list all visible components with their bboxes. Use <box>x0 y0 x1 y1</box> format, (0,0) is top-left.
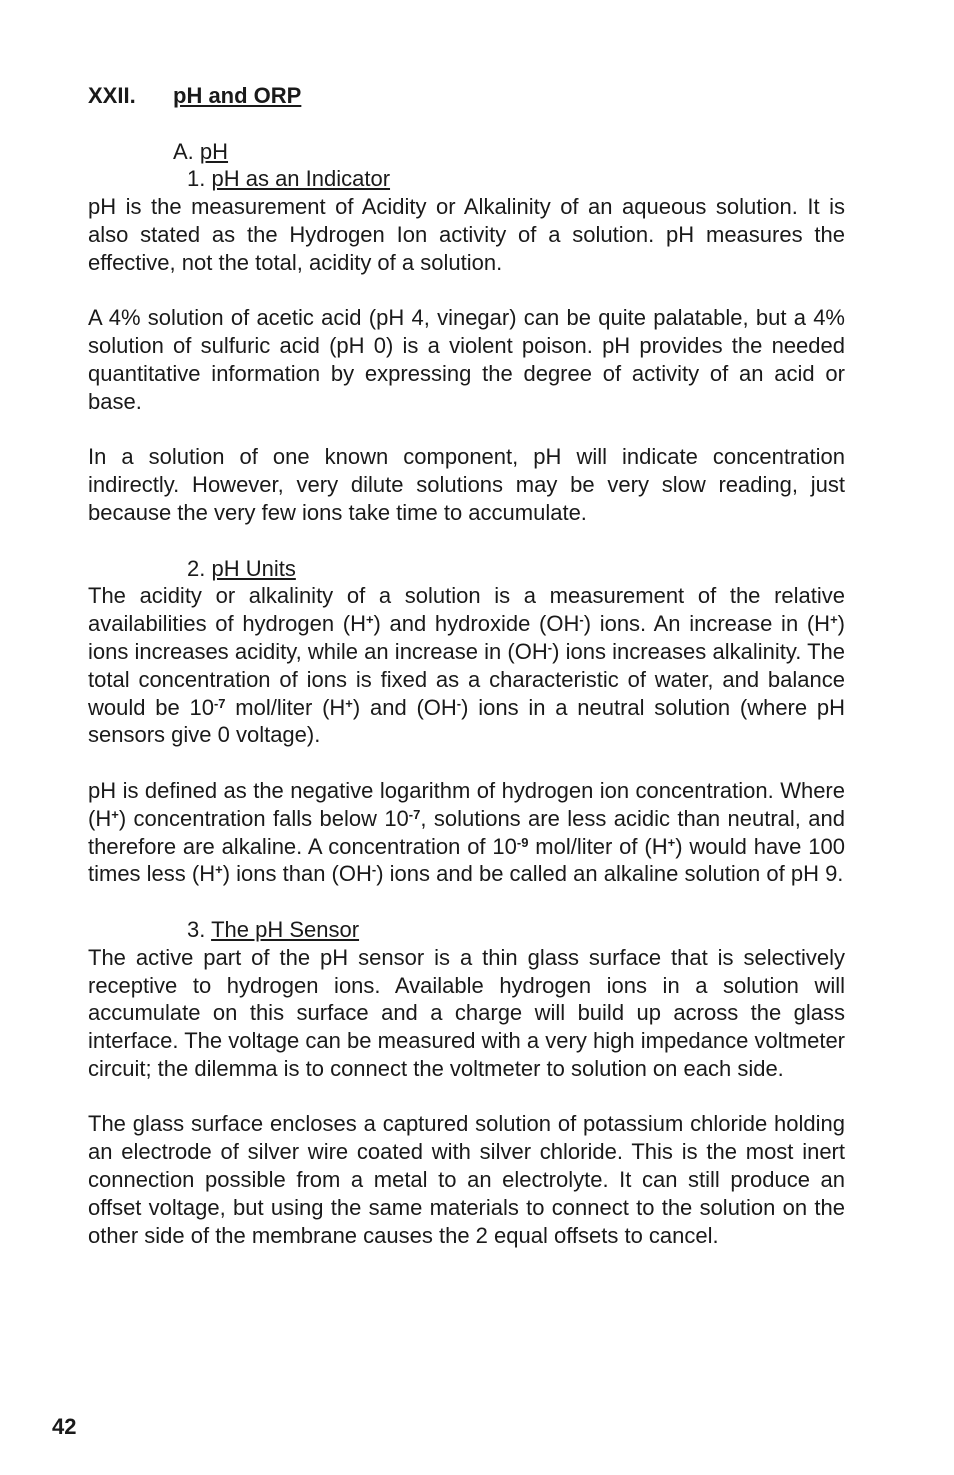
text-run: ) ions. An increase in (H <box>583 611 831 637</box>
item1-heading <box>88 165 845 193</box>
superscript: - <box>579 612 584 628</box>
item1-prefix: 1. <box>187 166 206 192</box>
item1-paragraph: pH is the measurement of Acidity or Alkalinity of an aqueous solution. It is also stated as the Hydrogen Ion activity of a solution. pH measures the effective, not the total, acidity of a solution. <box>88 194 845 275</box>
item3-heading <box>88 916 845 944</box>
section-title: pH and ORP <box>173 83 302 108</box>
superscript: + <box>667 834 676 850</box>
text-run: ) and (OH <box>352 694 457 720</box>
item2-paragraph-2 <box>88 777 845 888</box>
text-run: ) ions increases alkalinity. The total concentration of ions is fixed as a characteristic of water, and balance would be 10 <box>88 638 845 720</box>
text-run: ) ions in a neutral solution (where pH sensors give 0 voltage). <box>88 694 846 748</box>
document-page <box>88 82 845 1277</box>
item3-prefix: 3. <box>187 916 206 942</box>
superscript: + <box>215 862 223 878</box>
superscript: + <box>345 695 353 711</box>
subsection-a-prefix: A. <box>173 138 194 164</box>
text-run: ) ions and be called an alkaline solution of pH 9. <box>376 861 844 887</box>
item3-paragraph: The active part of the pH sensor is a thin glass surface that is selectively receptive to hydrogen ions. Available hydrogen ions in a solution will accumulate on this surface and a charge will build up across the glass interface. The voltage can be measured with a very high impedance voltmeter circuit; the dilemma is to connect the voltmeter to solution on each side. <box>88 944 845 1081</box>
text-run: ) ions increases acidity, while an increase in (OH <box>88 611 845 664</box>
superscript: - <box>547 639 553 655</box>
item1-title: pH as an Indicator <box>211 166 391 192</box>
text-run: mol/liter (H <box>225 694 346 720</box>
item3-title: The pH Sensor <box>211 916 360 942</box>
superscript: -9 <box>516 834 529 850</box>
item2-paragraph-1 <box>88 582 845 749</box>
item2-title: pH Units <box>211 555 296 581</box>
section-number: XXII. <box>88 83 136 108</box>
superscript: - <box>456 695 462 711</box>
text-run: ) ions than (OH <box>222 861 372 887</box>
text-run: mol/liter of (H <box>528 833 668 859</box>
superscript: + <box>111 806 119 822</box>
page-number: 42 <box>52 1414 77 1439</box>
text-run: ) and hydroxide (OH <box>373 611 580 637</box>
text-run: ) concentration falls below 10 <box>118 805 409 831</box>
superscript: + <box>830 612 838 628</box>
item1-paragraph: A 4% solution of acetic acid (pH 4, vinegar) can be quite palatable, but a 4% solution of sulfuric acid (pH 0) is a violent poison. pH provides the needed quantitative information by expressing the degree of activity of an acid or base. <box>88 305 845 414</box>
item3-paragraph: The glass surface encloses a captured solution of potassium chloride holding an electrode of silver wire coated with silver chloride. This is the most inert connection possible from a metal to an electrolyte. It can still produce an offset voltage, but using the same materials to connect to the solution on the other side of the membrane causes the 2 equal offsets to cancel. <box>88 1111 845 1248</box>
text-run: The acidity or alkalinity of a solution is a measurement of the relative availabilities of hydrogen (H <box>88 583 845 637</box>
item1-paragraph: In a solution of one known component, pH will indicate concentration indirectly. However, very dilute solutions may be very slow reading, just because the very few ions take time to accumulate. <box>88 444 845 525</box>
text-run: , solutions are less acidic than neutral, and therefore are alkaline. A concentration of 10 <box>88 805 845 859</box>
item2-heading <box>88 555 845 583</box>
superscript: -7 <box>408 806 421 822</box>
superscript: -7 <box>213 695 226 711</box>
subsection-a-title: pH <box>199 138 229 164</box>
section-heading <box>88 82 845 110</box>
text-run: ) would have 100 times less (H <box>88 833 845 887</box>
superscript: + <box>365 612 374 628</box>
subsection-a-heading <box>88 138 845 166</box>
item2-prefix: 2. <box>187 555 206 581</box>
text-run: pH is defined as the negative logarithm of hydrogen ion concentration. Where (H <box>88 777 845 831</box>
superscript: - <box>371 862 377 878</box>
